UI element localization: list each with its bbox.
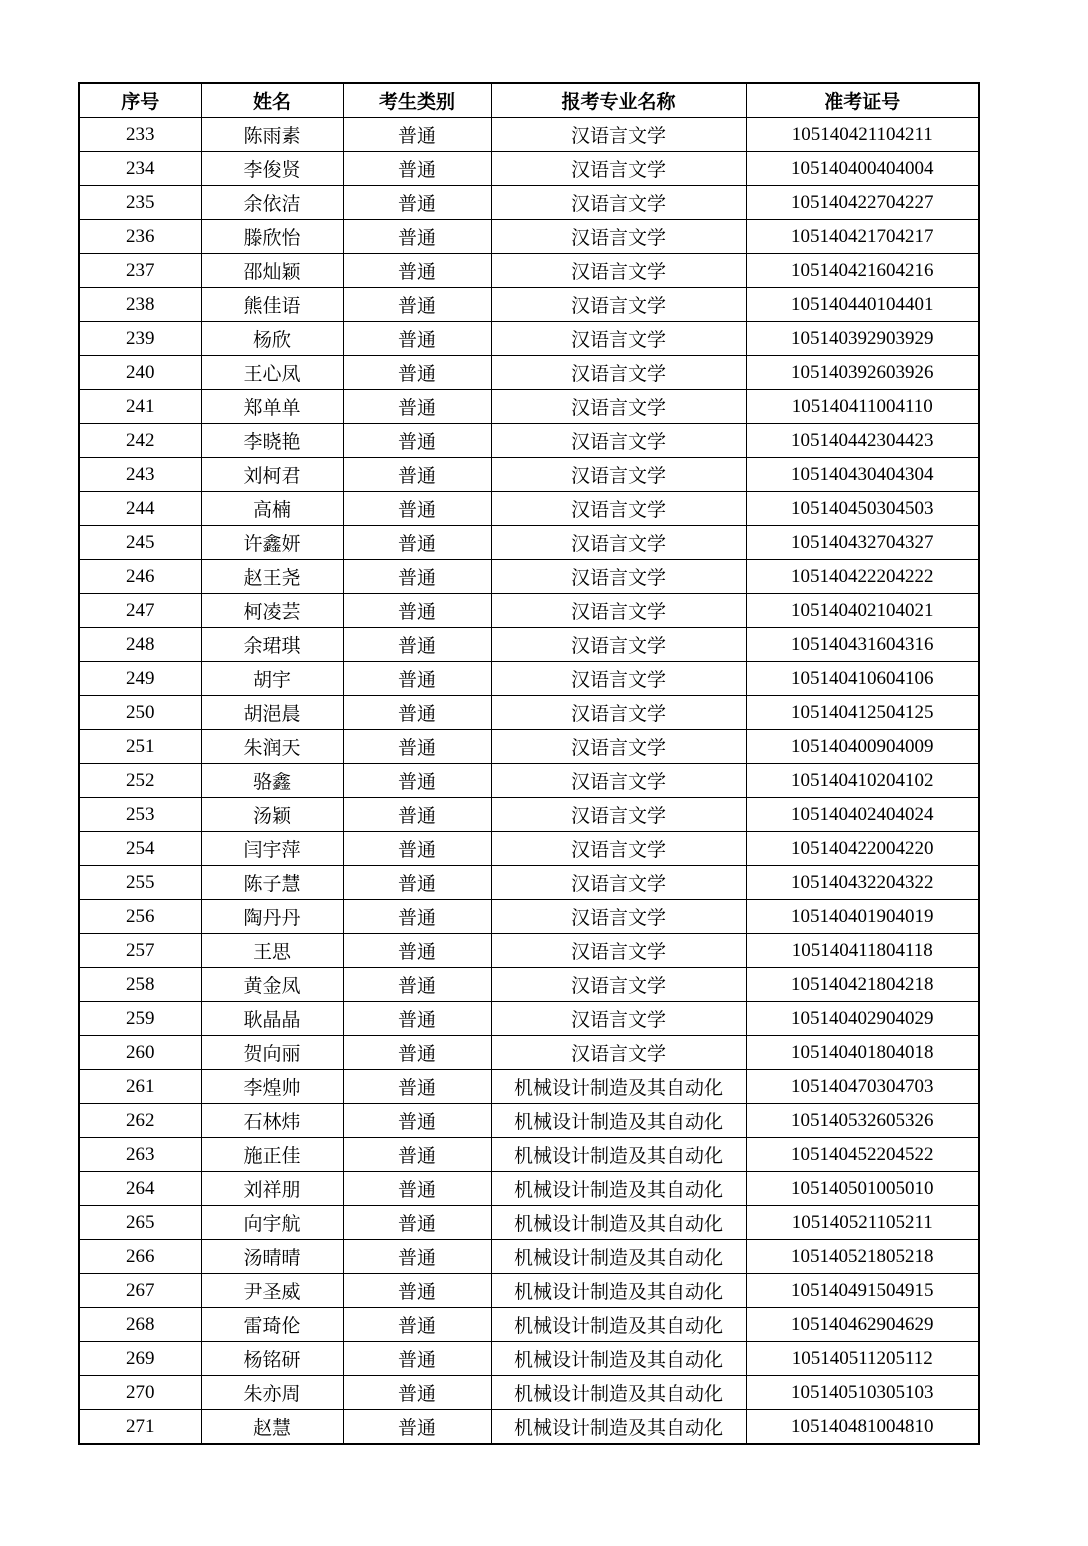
header-major: 报考专业名称	[491, 83, 746, 118]
cell-major: 汉语言文学	[491, 798, 746, 832]
cell-ticket-number: 105140402104021	[746, 594, 979, 628]
cell-major: 汉语言文学	[491, 492, 746, 526]
cell-ticket-number: 105140421704217	[746, 220, 979, 254]
cell-major: 机械设计制造及其自动化	[491, 1138, 746, 1172]
cell-category: 普通	[343, 1410, 491, 1445]
cell-name: 汤晴晴	[201, 1240, 343, 1274]
admission-table	[78, 82, 980, 1445]
cell-category: 普通	[343, 254, 491, 288]
cell-index: 269	[79, 1342, 201, 1376]
cell-ticket-number: 105140412504125	[746, 696, 979, 730]
cell-index: 270	[79, 1376, 201, 1410]
cell-major: 机械设计制造及其自动化	[491, 1376, 746, 1410]
cell-ticket-number: 105140400904009	[746, 730, 979, 764]
table-row	[79, 934, 979, 968]
cell-category: 普通	[343, 696, 491, 730]
cell-name: 赵慧	[201, 1410, 343, 1445]
cell-name: 王思	[201, 934, 343, 968]
table-row	[79, 220, 979, 254]
cell-category: 普通	[343, 662, 491, 696]
cell-ticket-number: 105140432204322	[746, 866, 979, 900]
cell-index: 246	[79, 560, 201, 594]
cell-category: 普通	[343, 1240, 491, 1274]
cell-name: 赵王尧	[201, 560, 343, 594]
cell-category: 普通	[343, 798, 491, 832]
cell-index: 237	[79, 254, 201, 288]
table-row	[79, 696, 979, 730]
cell-category: 普通	[343, 628, 491, 662]
cell-major: 汉语言文学	[491, 1002, 746, 1036]
cell-index: 251	[79, 730, 201, 764]
cell-category: 普通	[343, 424, 491, 458]
cell-ticket-number: 105140422704227	[746, 186, 979, 220]
cell-major: 汉语言文学	[491, 832, 746, 866]
cell-ticket-number: 105140452204522	[746, 1138, 979, 1172]
table-row	[79, 1172, 979, 1206]
table-row	[79, 118, 979, 152]
cell-major: 汉语言文学	[491, 526, 746, 560]
cell-index: 236	[79, 220, 201, 254]
cell-category: 普通	[343, 1138, 491, 1172]
cell-category: 普通	[343, 492, 491, 526]
cell-major: 机械设计制造及其自动化	[491, 1274, 746, 1308]
cell-ticket-number: 105140421804218	[746, 968, 979, 1002]
cell-category: 普通	[343, 764, 491, 798]
cell-ticket-number: 105140470304703	[746, 1070, 979, 1104]
cell-major: 汉语言文学	[491, 730, 746, 764]
cell-ticket-number: 105140410204102	[746, 764, 979, 798]
admission-list-sheet	[78, 82, 980, 1445]
cell-major: 汉语言文学	[491, 662, 746, 696]
cell-name: 高楠	[201, 492, 343, 526]
cell-name: 余依洁	[201, 186, 343, 220]
cell-major: 汉语言文学	[491, 322, 746, 356]
cell-major: 汉语言文学	[491, 424, 746, 458]
cell-category: 普通	[343, 1206, 491, 1240]
cell-ticket-number: 105140481004810	[746, 1410, 979, 1445]
cell-ticket-number: 105140462904629	[746, 1308, 979, 1342]
cell-major: 机械设计制造及其自动化	[491, 1342, 746, 1376]
cell-category: 普通	[343, 186, 491, 220]
table-row	[79, 1410, 979, 1445]
cell-name: 王心凤	[201, 356, 343, 390]
table-row	[79, 764, 979, 798]
cell-index: 266	[79, 1240, 201, 1274]
cell-ticket-number: 105140422004220	[746, 832, 979, 866]
cell-index: 263	[79, 1138, 201, 1172]
cell-name: 刘祥朋	[201, 1172, 343, 1206]
cell-index: 258	[79, 968, 201, 1002]
cell-category: 普通	[343, 594, 491, 628]
table-header-row	[79, 83, 979, 118]
cell-category: 普通	[343, 832, 491, 866]
cell-name: 陈雨素	[201, 118, 343, 152]
cell-category: 普通	[343, 390, 491, 424]
cell-category: 普通	[343, 152, 491, 186]
cell-name: 贺向丽	[201, 1036, 343, 1070]
cell-ticket-number: 105140521105211	[746, 1206, 979, 1240]
cell-major: 汉语言文学	[491, 220, 746, 254]
cell-major: 机械设计制造及其自动化	[491, 1308, 746, 1342]
cell-index: 257	[79, 934, 201, 968]
table-row	[79, 1002, 979, 1036]
cell-major: 机械设计制造及其自动化	[491, 1240, 746, 1274]
cell-ticket-number: 105140421104211	[746, 118, 979, 152]
cell-category: 普通	[343, 1104, 491, 1138]
cell-index: 250	[79, 696, 201, 730]
cell-index: 267	[79, 1274, 201, 1308]
cell-name: 刘柯君	[201, 458, 343, 492]
cell-ticket-number: 105140442304423	[746, 424, 979, 458]
cell-category: 普通	[343, 322, 491, 356]
table-row	[79, 1274, 979, 1308]
cell-major: 机械设计制造及其自动化	[491, 1172, 746, 1206]
cell-category: 普通	[343, 1002, 491, 1036]
cell-name: 李晓艳	[201, 424, 343, 458]
cell-major: 汉语言文学	[491, 254, 746, 288]
header-category: 考生类别	[343, 83, 491, 118]
table-row	[79, 798, 979, 832]
cell-name: 石林炜	[201, 1104, 343, 1138]
cell-index: 256	[79, 900, 201, 934]
cell-index: 271	[79, 1410, 201, 1445]
cell-category: 普通	[343, 968, 491, 1002]
cell-index: 242	[79, 424, 201, 458]
cell-index: 244	[79, 492, 201, 526]
cell-ticket-number: 105140532605326	[746, 1104, 979, 1138]
cell-index: 233	[79, 118, 201, 152]
cell-major: 汉语言文学	[491, 1036, 746, 1070]
cell-category: 普通	[343, 934, 491, 968]
table-row	[79, 1104, 979, 1138]
cell-ticket-number: 105140402404024	[746, 798, 979, 832]
cell-name: 尹圣威	[201, 1274, 343, 1308]
table-row	[79, 458, 979, 492]
cell-category: 普通	[343, 1070, 491, 1104]
cell-major: 机械设计制造及其自动化	[491, 1410, 746, 1445]
cell-ticket-number: 105140430404304	[746, 458, 979, 492]
cell-category: 普通	[343, 1342, 491, 1376]
cell-ticket-number: 105140432704327	[746, 526, 979, 560]
cell-major: 汉语言文学	[491, 764, 746, 798]
cell-major: 汉语言文学	[491, 288, 746, 322]
header-name: 姓名	[201, 83, 343, 118]
cell-category: 普通	[343, 458, 491, 492]
cell-ticket-number: 105140411804118	[746, 934, 979, 968]
cell-ticket-number: 105140501005010	[746, 1172, 979, 1206]
table-row	[79, 254, 979, 288]
cell-name: 耿晶晶	[201, 1002, 343, 1036]
cell-name: 胡浥晨	[201, 696, 343, 730]
cell-major: 汉语言文学	[491, 628, 746, 662]
cell-major: 机械设计制造及其自动化	[491, 1206, 746, 1240]
cell-name: 李俊贤	[201, 152, 343, 186]
cell-index: 248	[79, 628, 201, 662]
cell-category: 普通	[343, 1172, 491, 1206]
table-body	[79, 118, 979, 1445]
cell-index: 249	[79, 662, 201, 696]
cell-category: 普通	[343, 560, 491, 594]
cell-name: 雷琦伦	[201, 1308, 343, 1342]
cell-index: 262	[79, 1104, 201, 1138]
cell-ticket-number: 105140392603926	[746, 356, 979, 390]
cell-name: 余珺琪	[201, 628, 343, 662]
cell-category: 普通	[343, 1036, 491, 1070]
cell-major: 汉语言文学	[491, 594, 746, 628]
table-row	[79, 560, 979, 594]
cell-ticket-number: 105140401904019	[746, 900, 979, 934]
cell-major: 汉语言文学	[491, 356, 746, 390]
cell-category: 普通	[343, 900, 491, 934]
table-row	[79, 1138, 979, 1172]
table-row	[79, 832, 979, 866]
cell-major: 汉语言文学	[491, 934, 746, 968]
cell-category: 普通	[343, 356, 491, 390]
table-row	[79, 526, 979, 560]
cell-index: 254	[79, 832, 201, 866]
cell-ticket-number: 105140491504915	[746, 1274, 979, 1308]
cell-index: 240	[79, 356, 201, 390]
cell-index: 247	[79, 594, 201, 628]
table-row	[79, 1206, 979, 1240]
cell-index: 253	[79, 798, 201, 832]
table-row	[79, 152, 979, 186]
cell-index: 238	[79, 288, 201, 322]
header-ticket-number: 准考证号	[746, 83, 979, 118]
cell-major: 机械设计制造及其自动化	[491, 1070, 746, 1104]
table-row	[79, 1342, 979, 1376]
cell-name: 骆鑫	[201, 764, 343, 798]
cell-index: 241	[79, 390, 201, 424]
cell-index: 268	[79, 1308, 201, 1342]
cell-index: 235	[79, 186, 201, 220]
cell-index: 234	[79, 152, 201, 186]
cell-category: 普通	[343, 220, 491, 254]
cell-ticket-number: 105140410604106	[746, 662, 979, 696]
cell-ticket-number: 105140401804018	[746, 1036, 979, 1070]
cell-ticket-number: 105140411004110	[746, 390, 979, 424]
cell-major: 汉语言文学	[491, 968, 746, 1002]
table-row	[79, 628, 979, 662]
cell-major: 汉语言文学	[491, 458, 746, 492]
cell-index: 255	[79, 866, 201, 900]
cell-ticket-number: 105140450304503	[746, 492, 979, 526]
table-row	[79, 594, 979, 628]
cell-category: 普通	[343, 730, 491, 764]
cell-category: 普通	[343, 526, 491, 560]
cell-name: 闫宇萍	[201, 832, 343, 866]
table-row	[79, 288, 979, 322]
table-row	[79, 866, 979, 900]
cell-major: 汉语言文学	[491, 900, 746, 934]
cell-category: 普通	[343, 288, 491, 322]
cell-name: 胡宇	[201, 662, 343, 696]
cell-ticket-number: 105140421604216	[746, 254, 979, 288]
table-row	[79, 1240, 979, 1274]
table-row	[79, 390, 979, 424]
cell-index: 252	[79, 764, 201, 798]
cell-category: 普通	[343, 866, 491, 900]
table-row	[79, 186, 979, 220]
cell-name: 李煌帅	[201, 1070, 343, 1104]
cell-ticket-number: 105140440104401	[746, 288, 979, 322]
cell-name: 向宇航	[201, 1206, 343, 1240]
cell-ticket-number: 105140400404004	[746, 152, 979, 186]
cell-name: 汤颖	[201, 798, 343, 832]
cell-ticket-number: 105140422204222	[746, 560, 979, 594]
cell-index: 259	[79, 1002, 201, 1036]
cell-name: 郑单单	[201, 390, 343, 424]
cell-name: 陈子慧	[201, 866, 343, 900]
cell-name: 滕欣怡	[201, 220, 343, 254]
cell-major: 汉语言文学	[491, 866, 746, 900]
cell-ticket-number: 105140392903929	[746, 322, 979, 356]
cell-index: 239	[79, 322, 201, 356]
cell-category: 普通	[343, 1376, 491, 1410]
cell-name: 许鑫妍	[201, 526, 343, 560]
cell-major: 机械设计制造及其自动化	[491, 1104, 746, 1138]
cell-category: 普通	[343, 118, 491, 152]
table-row	[79, 900, 979, 934]
cell-name: 杨欣	[201, 322, 343, 356]
cell-category: 普通	[343, 1274, 491, 1308]
table-row	[79, 424, 979, 458]
cell-major: 汉语言文学	[491, 186, 746, 220]
cell-name: 朱亦周	[201, 1376, 343, 1410]
cell-name: 黄金凤	[201, 968, 343, 1002]
table-row	[79, 968, 979, 1002]
cell-name: 朱润天	[201, 730, 343, 764]
table-row	[79, 1376, 979, 1410]
cell-major: 汉语言文学	[491, 152, 746, 186]
cell-name: 陶丹丹	[201, 900, 343, 934]
cell-index: 265	[79, 1206, 201, 1240]
table-row	[79, 322, 979, 356]
table-row	[79, 1036, 979, 1070]
table-row	[79, 356, 979, 390]
table-row	[79, 1308, 979, 1342]
cell-ticket-number: 105140402904029	[746, 1002, 979, 1036]
table-row	[79, 492, 979, 526]
table-row	[79, 730, 979, 764]
cell-ticket-number: 105140511205112	[746, 1342, 979, 1376]
table-row	[79, 662, 979, 696]
cell-ticket-number: 105140431604316	[746, 628, 979, 662]
cell-ticket-number: 105140521805218	[746, 1240, 979, 1274]
cell-major: 汉语言文学	[491, 560, 746, 594]
table-row	[79, 1070, 979, 1104]
cell-ticket-number: 105140510305103	[746, 1376, 979, 1410]
cell-major: 汉语言文学	[491, 390, 746, 424]
cell-index: 245	[79, 526, 201, 560]
cell-major: 汉语言文学	[491, 118, 746, 152]
cell-name: 邵灿颖	[201, 254, 343, 288]
cell-name: 熊佳语	[201, 288, 343, 322]
cell-name: 杨铭研	[201, 1342, 343, 1376]
cell-name: 施正佳	[201, 1138, 343, 1172]
cell-major: 汉语言文学	[491, 696, 746, 730]
cell-category: 普通	[343, 1308, 491, 1342]
cell-index: 260	[79, 1036, 201, 1070]
header-index: 序号	[79, 83, 201, 118]
cell-index: 243	[79, 458, 201, 492]
cell-index: 261	[79, 1070, 201, 1104]
cell-name: 柯凌芸	[201, 594, 343, 628]
cell-index: 264	[79, 1172, 201, 1206]
